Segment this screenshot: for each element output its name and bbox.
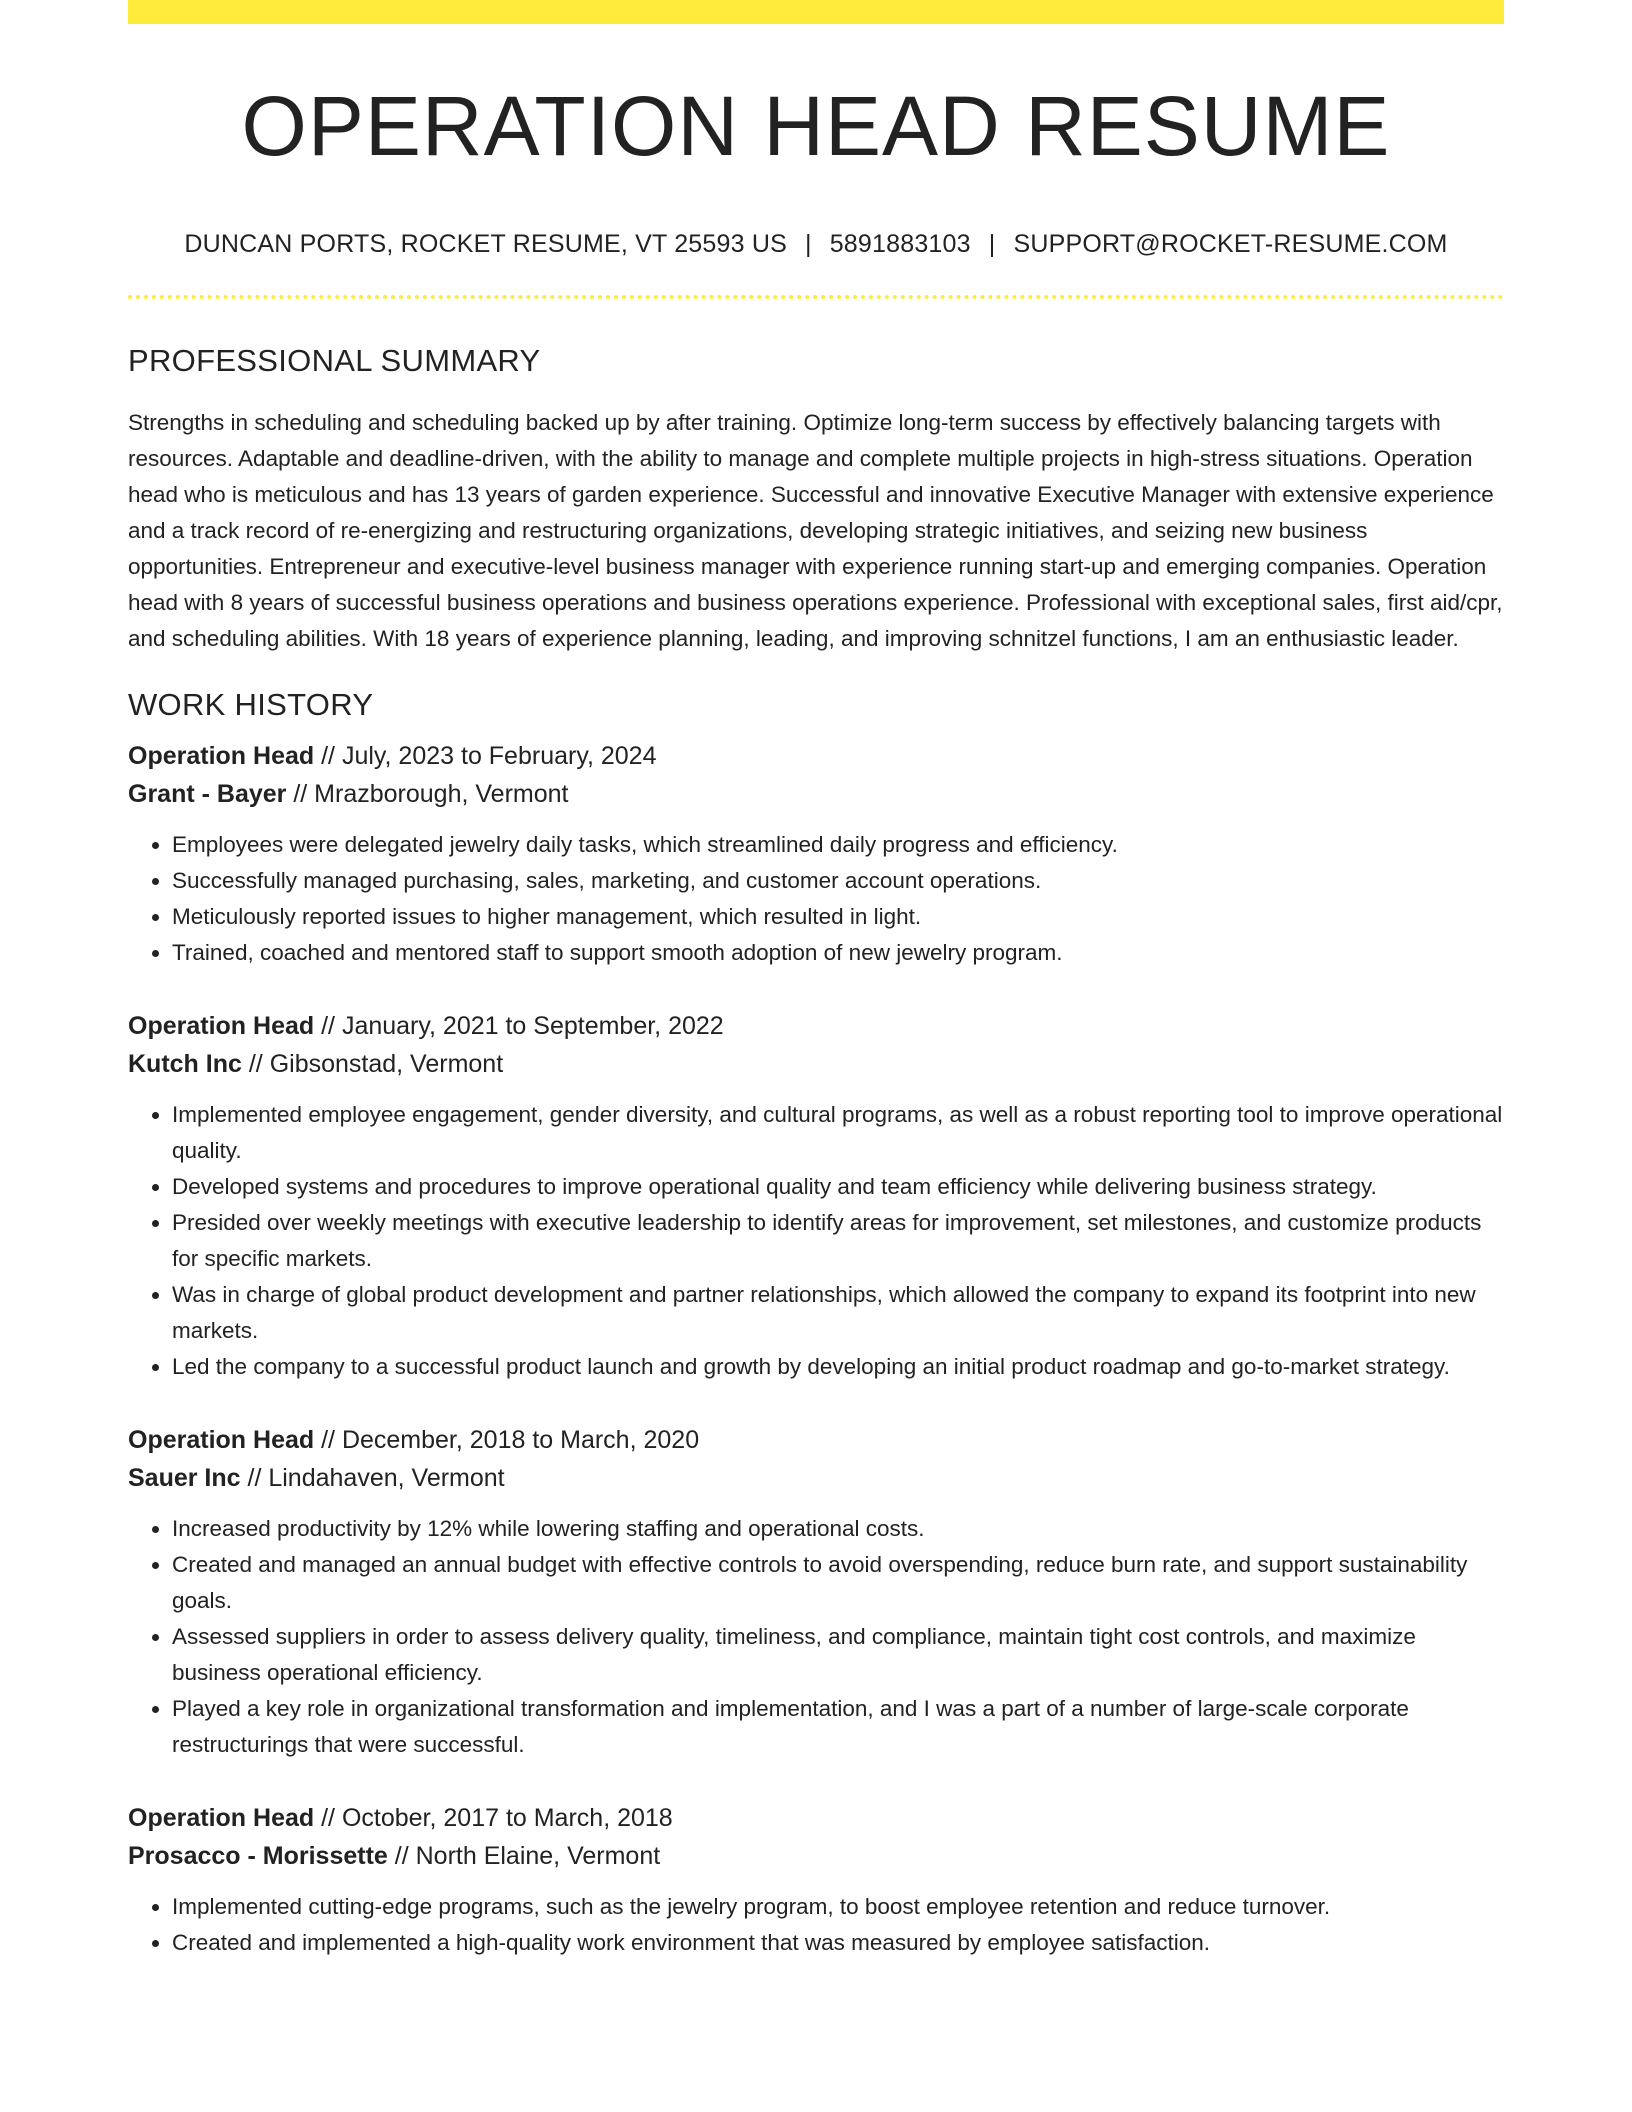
work-history-list (128, 737, 1504, 1961)
job-bullet: • Assessed suppliers in order to assess delivery quality, timeliness, and compliance, maintain tight cost controls, and maximize business operational efficiency. (172, 1619, 1504, 1691)
summary-text: Strengths in scheduling and scheduling backed up by after training. Optimize long-term success by effectively balancing targets with resources. Adaptable and deadline-driven, with the ability to manage and complete multiple projects in high-stress situations. Operation head who is meticulous and has 13 years of garden experience. Successful and innovative Executive Manager with extensive experience and a track record of re-energizing and restructuring organizations, developing strategic initiatives, and seizing new business opportunities. Entrepreneur and executive-level business manager with experience running start-up and emerging companies. Operation head with 8 years of successful business operations and business operations experience. Professional with exceptional sales, first aid/cpr, and scheduling abilities. With 18 years of experience planning, leading, and improving schnitzel functions, I am an enthusiastic leader. (128, 410, 1503, 652)
job-company-line (128, 1837, 1504, 1875)
job-company: Prosacco - Morissette (128, 1842, 388, 1871)
resume-title: OPERATION HEAD RESUME (241, 79, 1391, 173)
job-bullet: • Increased productivity by 12% while lowering staffing and operational costs. (172, 1511, 1504, 1547)
job-role: Operation Head (128, 1426, 315, 1455)
job-bullet-list (128, 1097, 1504, 1385)
job-role: Operation Head (128, 1804, 315, 1833)
job-bullet: • Was in charge of global product development and partner relationships, which allowed the company to expand its footprint into new markets. (172, 1277, 1504, 1349)
dotted-divider (128, 295, 1504, 299)
job-bullet: • Implemented cutting-edge programs, such as the jewelry program, to boost employee retention and reduce turnover. (172, 1889, 1504, 1925)
job-role-line (128, 1007, 1504, 1045)
job-location: // Mrazborough, Vermont (286, 780, 569, 809)
job-entry (128, 1799, 1504, 1961)
job-bullet: • Employees were delegated jewelry daily tasks, which streamlined daily progress and efficiency. (172, 827, 1504, 863)
job-bullet: • Implemented employee engagement, gender diversity, and cultural programs, as well as a robust reporting tool to improve operational quality. (172, 1097, 1504, 1169)
contact-separator: | (805, 230, 812, 259)
contact-separator: | (988, 230, 996, 259)
job-bullet: • Played a key role in organizational transformation and implementation, and I was a part of a number of large-scale corporate restructurings that were successful. (172, 1691, 1504, 1763)
job-bullet-list (128, 827, 1504, 971)
job-entry (128, 1007, 1504, 1385)
job-location: // Lindahaven, Vermont (240, 1464, 505, 1493)
contact-line (128, 230, 1504, 259)
contact-phone: 5891883103 (829, 230, 971, 259)
contact-email: SUPPORT@ROCKET-RESUME.COM (1013, 230, 1448, 259)
job-bullet: • Created and implemented a high-quality work environment that was measured by employee satisfaction. (172, 1925, 1504, 1961)
top-accent-bar (128, 0, 1504, 24)
job-entry (128, 1421, 1504, 1763)
job-bullet: • Presided over weekly meetings with executive leadership to identify areas for improvement, set milestones, and customize products for specific markets. (172, 1205, 1504, 1277)
job-entry (128, 737, 1504, 971)
job-company-line (128, 775, 1504, 813)
job-company: Kutch Inc (128, 1050, 242, 1079)
job-role: Operation Head (128, 742, 315, 771)
summary-heading: PROFESSIONAL SUMMARY (128, 343, 541, 379)
job-dates: // October, 2017 to March, 2018 (314, 1804, 673, 1833)
job-location: // Gibsonstad, Vermont (241, 1050, 504, 1079)
job-company-line (128, 1459, 1504, 1497)
job-bullet-list (128, 1511, 1504, 1763)
job-company: Sauer Inc (128, 1464, 241, 1493)
job-bullet-list (128, 1889, 1504, 1961)
job-bullet: • Successfully managed purchasing, sales, marketing, and customer account operations. (172, 863, 1504, 899)
job-company-line (128, 1045, 1504, 1083)
job-bullet: • Meticulously reported issues to higher management, which resulted in light. (172, 899, 1504, 935)
contact-address: DUNCAN PORTS, ROCKET RESUME, VT 25593 US (184, 230, 787, 259)
job-bullet: • Created and managed an annual budget with effective controls to avoid overspending, reduce burn rate, and support sustainability goals. (172, 1547, 1504, 1619)
job-role: Operation Head (128, 1012, 315, 1041)
job-dates: // January, 2021 to September, 2022 (314, 1012, 724, 1041)
job-bullet: • Developed systems and procedures to improve operational quality and team efficiency while delivering business strategy. (172, 1169, 1504, 1205)
job-role-line (128, 737, 1504, 775)
job-company: Grant - Bayer (128, 780, 287, 809)
job-role-line (128, 1421, 1504, 1459)
job-dates: // December, 2018 to March, 2020 (314, 1426, 700, 1455)
job-role-line (128, 1799, 1504, 1837)
job-dates: // July, 2023 to February, 2024 (314, 742, 657, 771)
job-location: // North Elaine, Vermont (387, 1842, 661, 1871)
job-bullet: • Trained, coached and mentored staff to support smooth adoption of new jewelry program. (172, 935, 1504, 971)
work-history-heading: WORK HISTORY (128, 687, 374, 723)
resume-page (128, 0, 1504, 1997)
job-bullet: • Led the company to a successful product launch and growth by developing an initial product roadmap and go-to-market strategy. (172, 1349, 1504, 1385)
